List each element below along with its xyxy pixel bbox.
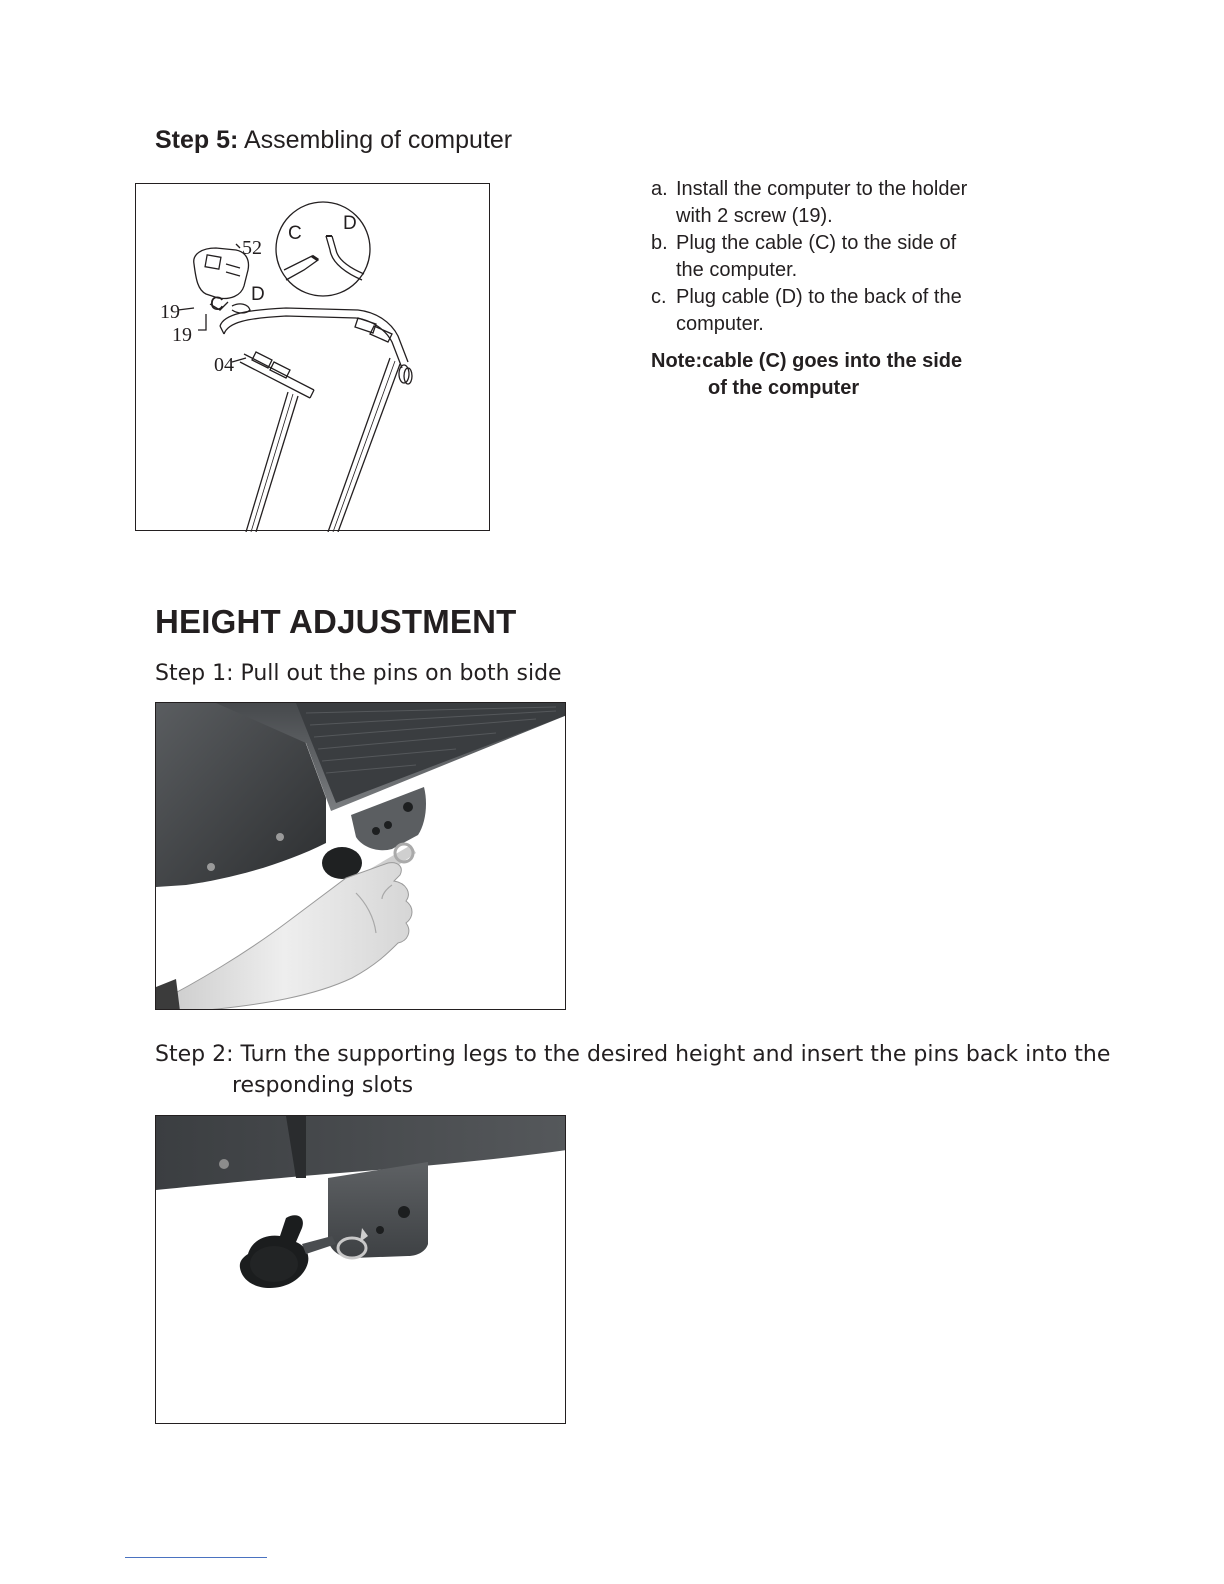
height-step2-line-1: Step 2: Turn the supporting legs to the desired height and insert the pins back into the — [155, 1042, 1111, 1067]
step5-title: Assembling of computer — [243, 126, 513, 154]
insert-pin-photo — [155, 1115, 566, 1424]
assembly-diagram-drawing — [136, 184, 491, 532]
instruction-c — [651, 284, 1071, 338]
pull-pin-photo-illustration — [156, 703, 566, 1010]
instruction-text: Plug the cable (C) to the side of — [676, 232, 957, 254]
instruction-text: Plug cable (D) to the back of the — [676, 286, 962, 308]
instruction-letter: c. — [651, 286, 667, 308]
note-line-2: of the computer — [708, 377, 860, 399]
callout-cable-c: C — [210, 294, 224, 315]
insert-pin-photo-illustration — [156, 1116, 566, 1424]
note-line-1: Note:cable (C) goes into the side — [651, 350, 963, 372]
callout-cable-d: D — [251, 284, 265, 305]
instruction-list — [651, 176, 1071, 338]
instruction-text: the computer. — [676, 259, 798, 281]
height-step1: Step 1: Pull out the pins on both side — [155, 661, 562, 686]
callout-19-lower: 19 — [172, 324, 192, 346]
height-adjustment-title: HEIGHT ADJUSTMENT — [155, 603, 517, 640]
assembly-diagram — [135, 183, 490, 531]
step5-heading — [155, 124, 512, 156]
height-step2-line-2: responding slots — [232, 1073, 414, 1098]
instruction-letter: b. — [651, 232, 668, 254]
pull-pin-photo — [155, 702, 566, 1010]
step5-label: Step 5: — [155, 126, 239, 154]
callout-19-upper: 19 — [160, 301, 180, 323]
inset-callout-d: D — [343, 213, 357, 234]
callout-52: 52 — [242, 237, 262, 259]
instruction-a — [651, 176, 1071, 230]
instruction-letter: a. — [651, 178, 668, 200]
inset-callout-c: C — [288, 223, 302, 244]
callout-04: 04 — [214, 354, 234, 376]
instruction-b — [651, 230, 1071, 284]
instruction-text: with 2 screw (19). — [676, 205, 833, 227]
footer-rule — [125, 1557, 267, 1558]
height-step2 — [155, 1039, 1110, 1101]
instruction-text: computer. — [676, 313, 764, 335]
cable-note — [651, 348, 1071, 402]
instruction-text: Install the computer to the holder — [676, 178, 968, 200]
